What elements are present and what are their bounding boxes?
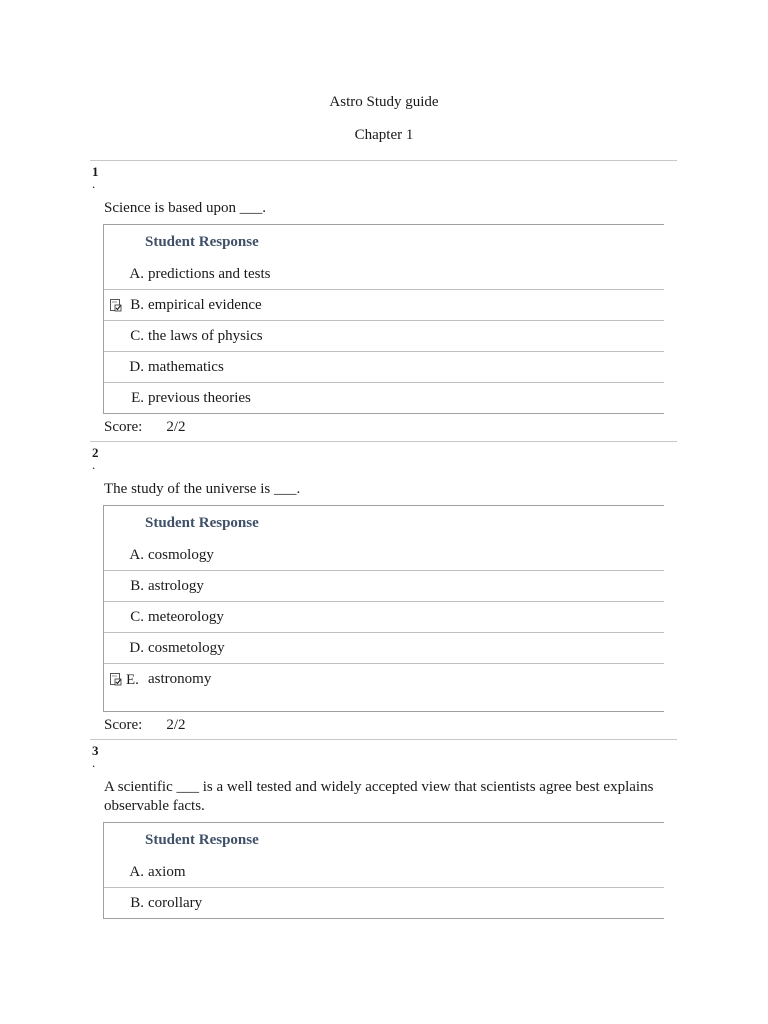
answer-letter: D. [129, 640, 144, 656]
answer-option [104, 570, 664, 601]
answer-option [104, 320, 664, 351]
answer-letter: B. [130, 895, 144, 911]
checked-response-icon [110, 299, 122, 312]
question-text: A scientific ___ is a well tested and widely accepted view that scientists agree best explains observable facts. [104, 779, 654, 814]
question-number-dot: . [92, 755, 96, 770]
question-text: Science is based upon ___. [104, 200, 267, 216]
answer-letter: A. [129, 864, 144, 880]
answer-text: corollary [148, 895, 203, 911]
answer-letter: A. [129, 547, 144, 563]
student-response-table [103, 822, 664, 919]
question-number: 2 [92, 445, 99, 460]
score-line [104, 414, 677, 441]
answer-text: cosmetology [148, 640, 225, 656]
answer-option [104, 857, 664, 887]
question-number-dot: . [92, 457, 96, 472]
score-label: Score: [104, 717, 143, 733]
student-response-header: Student Response [145, 234, 259, 250]
question-list [90, 160, 677, 919]
answer-text: meteorology [148, 609, 224, 625]
answer-option [104, 351, 664, 382]
student-response-header: Student Response [145, 832, 259, 848]
question-3 [90, 739, 677, 919]
answer-letter: E. [126, 672, 139, 688]
score-line [104, 712, 677, 739]
answer-letter: A. [129, 266, 144, 282]
answer-option [104, 601, 664, 632]
answer-text: astrology [148, 578, 204, 594]
answer-option [104, 540, 664, 570]
answer-text: previous theories [148, 390, 251, 406]
answer-option [104, 887, 664, 918]
answer-letter: B. [130, 578, 144, 594]
answer-letter: D. [129, 359, 144, 375]
page-title: Astro Study guide [329, 94, 439, 110]
question-number: 3 [92, 743, 99, 758]
score-label: Score: [104, 419, 143, 435]
score-value: 2/2 [166, 717, 186, 733]
answer-text: mathematics [148, 359, 224, 375]
answer-text: astronomy [148, 671, 212, 687]
student-response-header: Student Response [145, 515, 259, 531]
page-subtitle: Chapter 1 [354, 127, 414, 143]
question-number: 1 [92, 164, 99, 179]
question-text: The study of the universe is ___. [104, 481, 301, 497]
answer-option [104, 289, 664, 320]
answer-letter: C. [130, 609, 144, 625]
score-value: 2/2 [166, 419, 186, 435]
checked-response-icon [110, 673, 122, 686]
answer-option [104, 663, 664, 711]
answer-letter: B. [130, 297, 144, 313]
student-response-table [103, 224, 664, 414]
answer-text: predictions and tests [148, 266, 271, 282]
answer-option [104, 632, 664, 663]
answer-text: cosmology [148, 547, 214, 563]
answer-letter: E. [131, 390, 144, 406]
answer-text: the laws of physics [148, 328, 263, 344]
answer-option [104, 259, 664, 289]
question-2 [90, 441, 677, 739]
question-1 [90, 160, 677, 441]
answer-option [104, 382, 664, 413]
question-number-dot: . [92, 176, 96, 191]
answer-text: axiom [148, 864, 186, 880]
answer-letter: C. [130, 328, 144, 344]
answer-text: empirical evidence [148, 297, 262, 313]
student-response-table [103, 505, 664, 712]
